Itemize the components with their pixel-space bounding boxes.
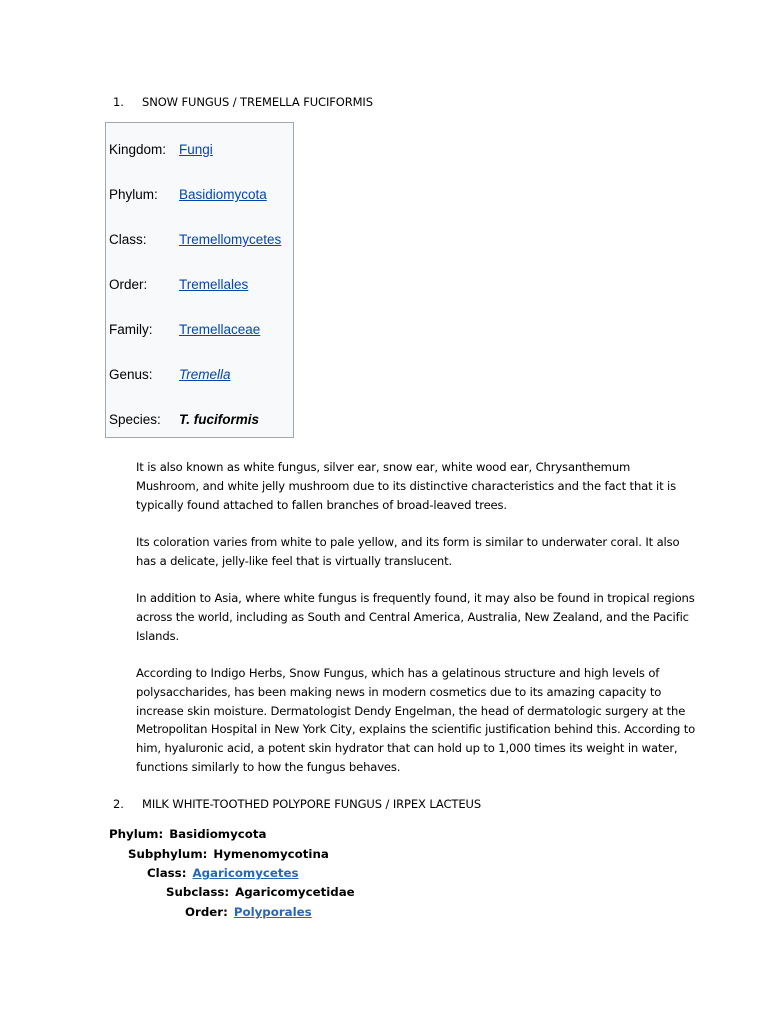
- taxonomy-infobox: [105, 122, 294, 438]
- taxonomy-rank-label: Family:: [109, 322, 153, 337]
- paragraph-3: In addition to Asia, where white fungus is frequently found, it may also be found in tropical regions across the world, including as South and Central America, Australia, New Zealand, and the Pacific Islands.: [136, 591, 695, 643]
- taxonomy-rank-label: Kingdom:: [109, 142, 167, 157]
- taxonomy-rank-label: Class:: [109, 232, 147, 247]
- taxonomy2-rank-label: Order:: [185, 905, 228, 919]
- taxonomy-link-fungi[interactable]: Fungi: [179, 142, 213, 157]
- taxonomy-link-tremella[interactable]: Tremella: [179, 367, 231, 382]
- taxonomy2-rank-label: Phylum:: [109, 827, 164, 841]
- taxonomy2-value: Hymenomycotina: [213, 847, 329, 861]
- section-2-number: 2.: [113, 797, 124, 811]
- paragraph-1: It is also known as white fungus, silver ear, snow ear, white wood ear, Chrysanthemum Mushroom, and white jelly mushroom due to its distinctive characteristics and the fact that it is typically found attached to fallen branches of broad-leaved trees.: [136, 460, 677, 512]
- taxonomy-rank-label: Phylum:: [109, 187, 158, 202]
- taxonomy2-link-polyporales[interactable]: Polyporales: [233, 905, 312, 919]
- taxonomy-rank-label: Genus:: [109, 367, 153, 382]
- taxonomy2-row-subphylum: [128, 847, 329, 861]
- taxonomy2-rank-label: Subphylum:: [128, 847, 208, 861]
- taxonomy2-row-subclass: [166, 885, 355, 899]
- taxonomy2-row-order: [185, 905, 312, 919]
- paragraph-4: According to Indigo Herbs, Snow Fungus, which has a gelatinous structure and high levels of polysaccharides, has been making news in modern cosmetics due to its amazing capacity to increase skin moisture. Dermatologist Dendy Engelman, the head of dermatologic surgery at the Metropolitan Hospital in New York City, explains the scientific justification behind this. According to him, hyaluronic acid, a potent skin hydrator that can hold up to 1,000 times its weight in water, functions similarly to how the fungus behaves.: [136, 666, 696, 774]
- taxonomy2-row-phylum: [109, 827, 266, 841]
- section-1-number: 1.: [113, 95, 124, 109]
- section-2-heading: [113, 797, 481, 811]
- taxonomy-link-tremellomycetes[interactable]: Tremellomycetes: [179, 232, 282, 247]
- taxonomy2-value: Basidiomycota: [169, 827, 267, 841]
- taxonomy-link-tremellales[interactable]: Tremellales: [179, 277, 249, 292]
- section-1-title: SNOW FUNGUS / TREMELLA FUCIFORMIS: [142, 95, 373, 109]
- taxonomy-link-tremellaceae[interactable]: Tremellaceae: [179, 322, 261, 337]
- section-1-heading: [113, 95, 373, 109]
- section-2-title: MILK WHITE-TOOTHED POLYPORE FUNGUS / IRPEX LACTEUS: [142, 797, 482, 811]
- taxonomy-species-name: T. fuciformis: [179, 412, 260, 427]
- taxonomy2-link-agaricomycetes[interactable]: Agaricomycetes: [192, 866, 299, 880]
- taxonomy-link-basidiomycota[interactable]: Basidiomycota: [179, 187, 267, 202]
- paragraph-2: Its coloration varies from white to pale yellow, and its form is similar to underwater coral. It also has a delicate, jelly-like feel that is virtually translucent.: [136, 535, 680, 568]
- taxonomy-rank-label: Order:: [109, 277, 148, 292]
- taxonomy-rank-label: Species:: [109, 412, 161, 427]
- taxonomy2-row-class: [147, 866, 299, 880]
- taxonomy2-rank-label: Subclass:: [166, 885, 230, 899]
- taxonomy2-rank-label: Class:: [147, 866, 187, 880]
- taxonomy2-value: Agaricomycetidae: [235, 885, 355, 899]
